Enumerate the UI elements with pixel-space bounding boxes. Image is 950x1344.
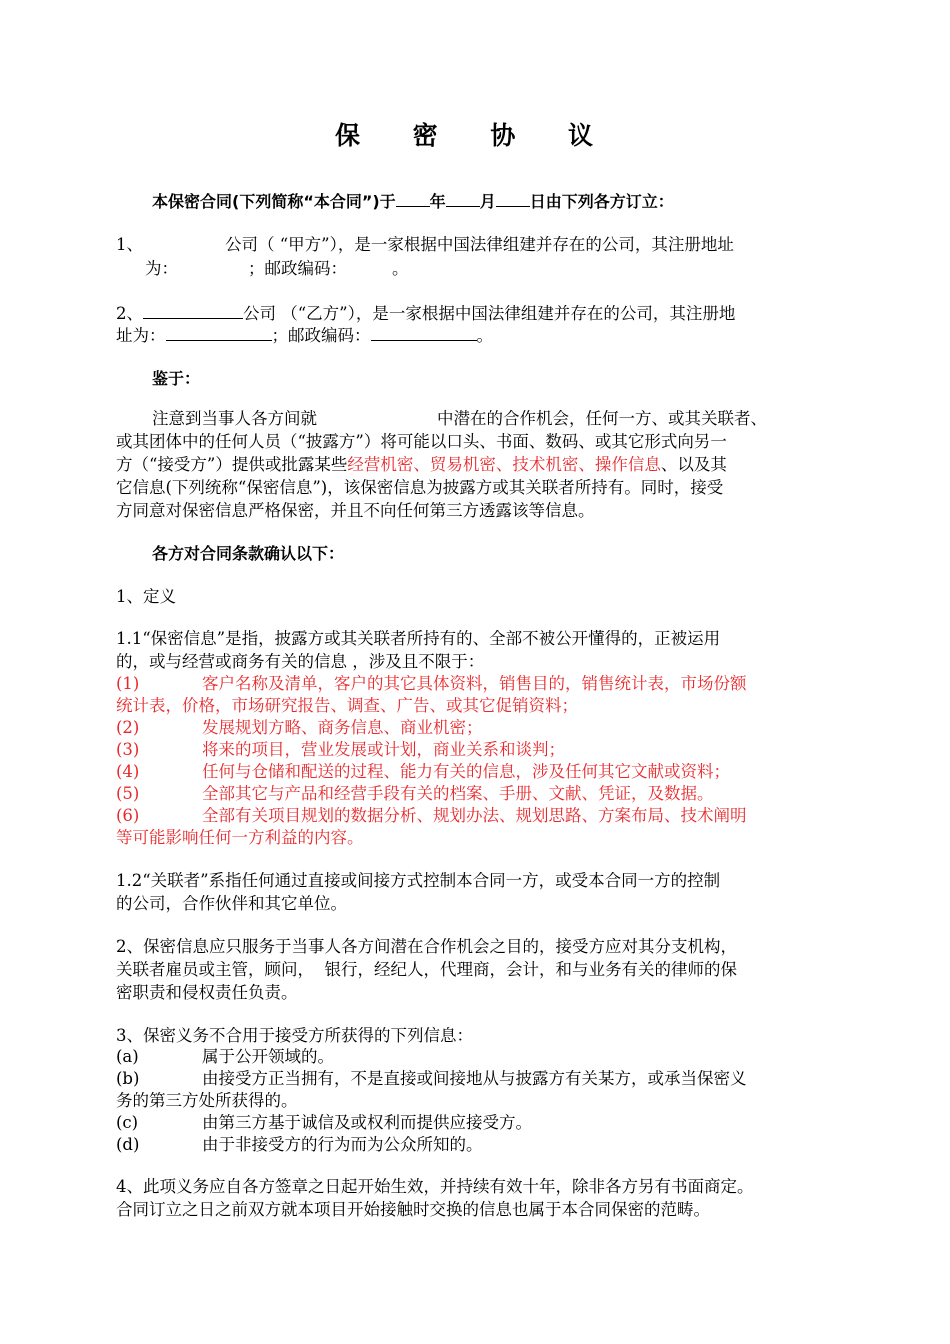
whereas-line3 [116, 454, 836, 476]
party1-text-a: 公司（ “甲方”），是一家根据中国法律组建并存在的公司，其注册地址 [225, 235, 734, 254]
whereas-line4: 它信息(下列统称“保密信息”)，该保密信息为披露方或其关联者所持有。同时，接受 [116, 478, 724, 497]
s1-2-line2: 的公司，合作伙伴和其它单位。 [116, 894, 347, 913]
blank-party2-address [166, 324, 272, 341]
intro-year-label: 年 [429, 192, 446, 211]
item-4-number: (4) [116, 762, 140, 781]
blank-month [446, 190, 480, 207]
item-1-line2: 统计表，价格，市场研究报告、调查、广告、或其它促销资料； [116, 696, 578, 715]
item-2-text: 发展规划方略、商务信息、商业机密； [202, 718, 483, 737]
item-3-text: 将来的项目，营业发展或计划，商业关系和谈判； [202, 740, 565, 759]
item-2 [116, 717, 836, 739]
party2-text-c: ；邮政编码： [271, 326, 371, 345]
blank-year [396, 190, 430, 207]
party1-text-c: ；邮政编码： [248, 259, 347, 278]
intro-text-1: 本保密合同(下列简称“本合同”)于 [152, 192, 396, 211]
whereas-text-3a: 方（“接受方”）提供或批露某些 [116, 455, 348, 474]
intro-text-2: 日由下列各方订立： [529, 192, 674, 211]
item-6-line2: 等可能影响任何一方利益的内容。 [116, 828, 364, 847]
whereas-heading: 鉴于： [152, 369, 201, 388]
s1-1-line2: 的，或与经营或商务有关的信息 ，涉及且不限于： [116, 652, 485, 671]
party2-number: 2、 [116, 304, 143, 323]
item-6-text: 全部有关项目规划的数据分析、规划办法、规划思路、方案布局、技术阐明 [202, 806, 747, 825]
blank-party2-postcode [371, 324, 477, 341]
blank-day [496, 190, 530, 207]
item-2-number: (2) [116, 718, 140, 737]
blank-party2-name [143, 302, 243, 319]
document-title: 保 密 协 议 [334, 121, 616, 150]
s2-line1: 2、保密信息应只服务于当事人各方间潜在合作机会之目的，接受方应对其分支机构， [116, 937, 737, 956]
whereas-text-3b: 、以及其 [660, 455, 727, 474]
s4-line1: 4、此项义务应自各方签章之日起开始生效，并持续有效十年，除非各方另有书面商定。 [116, 1177, 754, 1196]
party2-text-a: 公司 （“乙方”），是一家根据中国法律组建并存在的公司，其注册地 [243, 304, 736, 323]
whereas-line5: 方同意对保密信息严格保密，并且不向任何第三方透露该等信息。 [116, 501, 595, 520]
item-1-number: (1) [116, 674, 140, 693]
item-3-number: (3) [116, 740, 140, 759]
intro-month-label: 月 [479, 192, 496, 211]
s3-b-text: 由接受方正当拥有，不是直接或间接地从与披露方有关某方，或承当保密义 [202, 1069, 747, 1088]
s2-line2: 关联者雇员或主管，顾问， 银行，经纪人，代理商，会计，和与业务有关的律师的保 [116, 960, 737, 979]
party2-line2 [116, 324, 836, 347]
s1-2-line1: 1.2“关联者”系指任何通过直接或间接方式控制本合同一方，或受本合同一方的控制 [116, 871, 721, 890]
item-5 [116, 783, 836, 805]
s3-a-number: (a) [116, 1047, 139, 1066]
whereas-line2: 或其团体中的任何人员（“披露方”）将可能以口头、书面、数码、或其它形式向另一 [116, 432, 727, 451]
whereas-line1 [152, 408, 872, 430]
intro-line [152, 190, 872, 213]
s3-item-b-line2: 务的第三方处所获得的。 [116, 1091, 298, 1110]
party1-number: 1、 [116, 235, 143, 254]
s3-line1: 3、保密义务不合用于接受方所获得的下列信息： [116, 1026, 473, 1045]
s3-item-a [116, 1046, 836, 1068]
party1-line1 [116, 234, 836, 256]
s3-c-number: (c) [116, 1113, 139, 1132]
terms-heading: 各方对合同条款确认以下： [152, 544, 345, 563]
s3-b-number: (b) [116, 1069, 140, 1088]
s4-line2: 合同订立之日之前双方就本项目开始接触时交换的信息也属于本合同保密的范畴。 [116, 1200, 710, 1219]
s3-item-c [116, 1112, 836, 1134]
s1-1-line1: 1.1“保密信息”是指，披露方或其关联者所持有的、全部不被公开懂得的，正被运用 [116, 629, 721, 648]
whereas-highlight: 经营机密、贸易机密、技术机密、操作信息 [347, 455, 661, 474]
party2-text-b: 址为： [116, 326, 166, 345]
s3-d-text: 由于非接受方的行为而为公众所知的。 [202, 1135, 483, 1154]
s3-item-b-line1 [116, 1068, 836, 1090]
item-6-number: (6) [116, 806, 140, 825]
party1-line2 [145, 258, 865, 280]
item-6-line1 [116, 805, 836, 827]
party1-text-b: 为： [145, 259, 178, 278]
s2-line3: 密职责和侵权责任负责。 [116, 983, 298, 1002]
s3-item-d [116, 1134, 836, 1156]
whereas-text-1b: 中潜在的合作机会，任何一方、或其关联者、 [437, 409, 767, 428]
s3-c-text: 由第三方基于诚信及或权利而提供应接受方。 [202, 1113, 532, 1132]
item-1-text: 客户名称及清单，客户的其它具体资料，销售目的，销售统计表，市场份额 [202, 674, 747, 693]
item-4-text: 任何与仓储和配送的过程、能力有关的信息，涉及任何其它文献或资料； [202, 762, 730, 781]
item-5-number: (5) [116, 784, 140, 803]
s3-a-text: 属于公开领域的。 [202, 1047, 334, 1066]
item-1-line1 [116, 673, 836, 695]
s3-d-number: (d) [116, 1135, 140, 1154]
party2-text-d: 。 [476, 326, 493, 345]
party2-line1 [116, 302, 836, 325]
section1-title: 1、定义 [116, 587, 176, 606]
item-4 [116, 761, 836, 783]
item-5-text: 全部其它与产品和经营手段有关的档案、手册、文献、凭证，及数据。 [202, 784, 714, 803]
whereas-text-1a: 注意到当事人各方间就 [152, 409, 317, 428]
item-3 [116, 739, 836, 761]
party1-text-d: 。 [392, 259, 409, 278]
